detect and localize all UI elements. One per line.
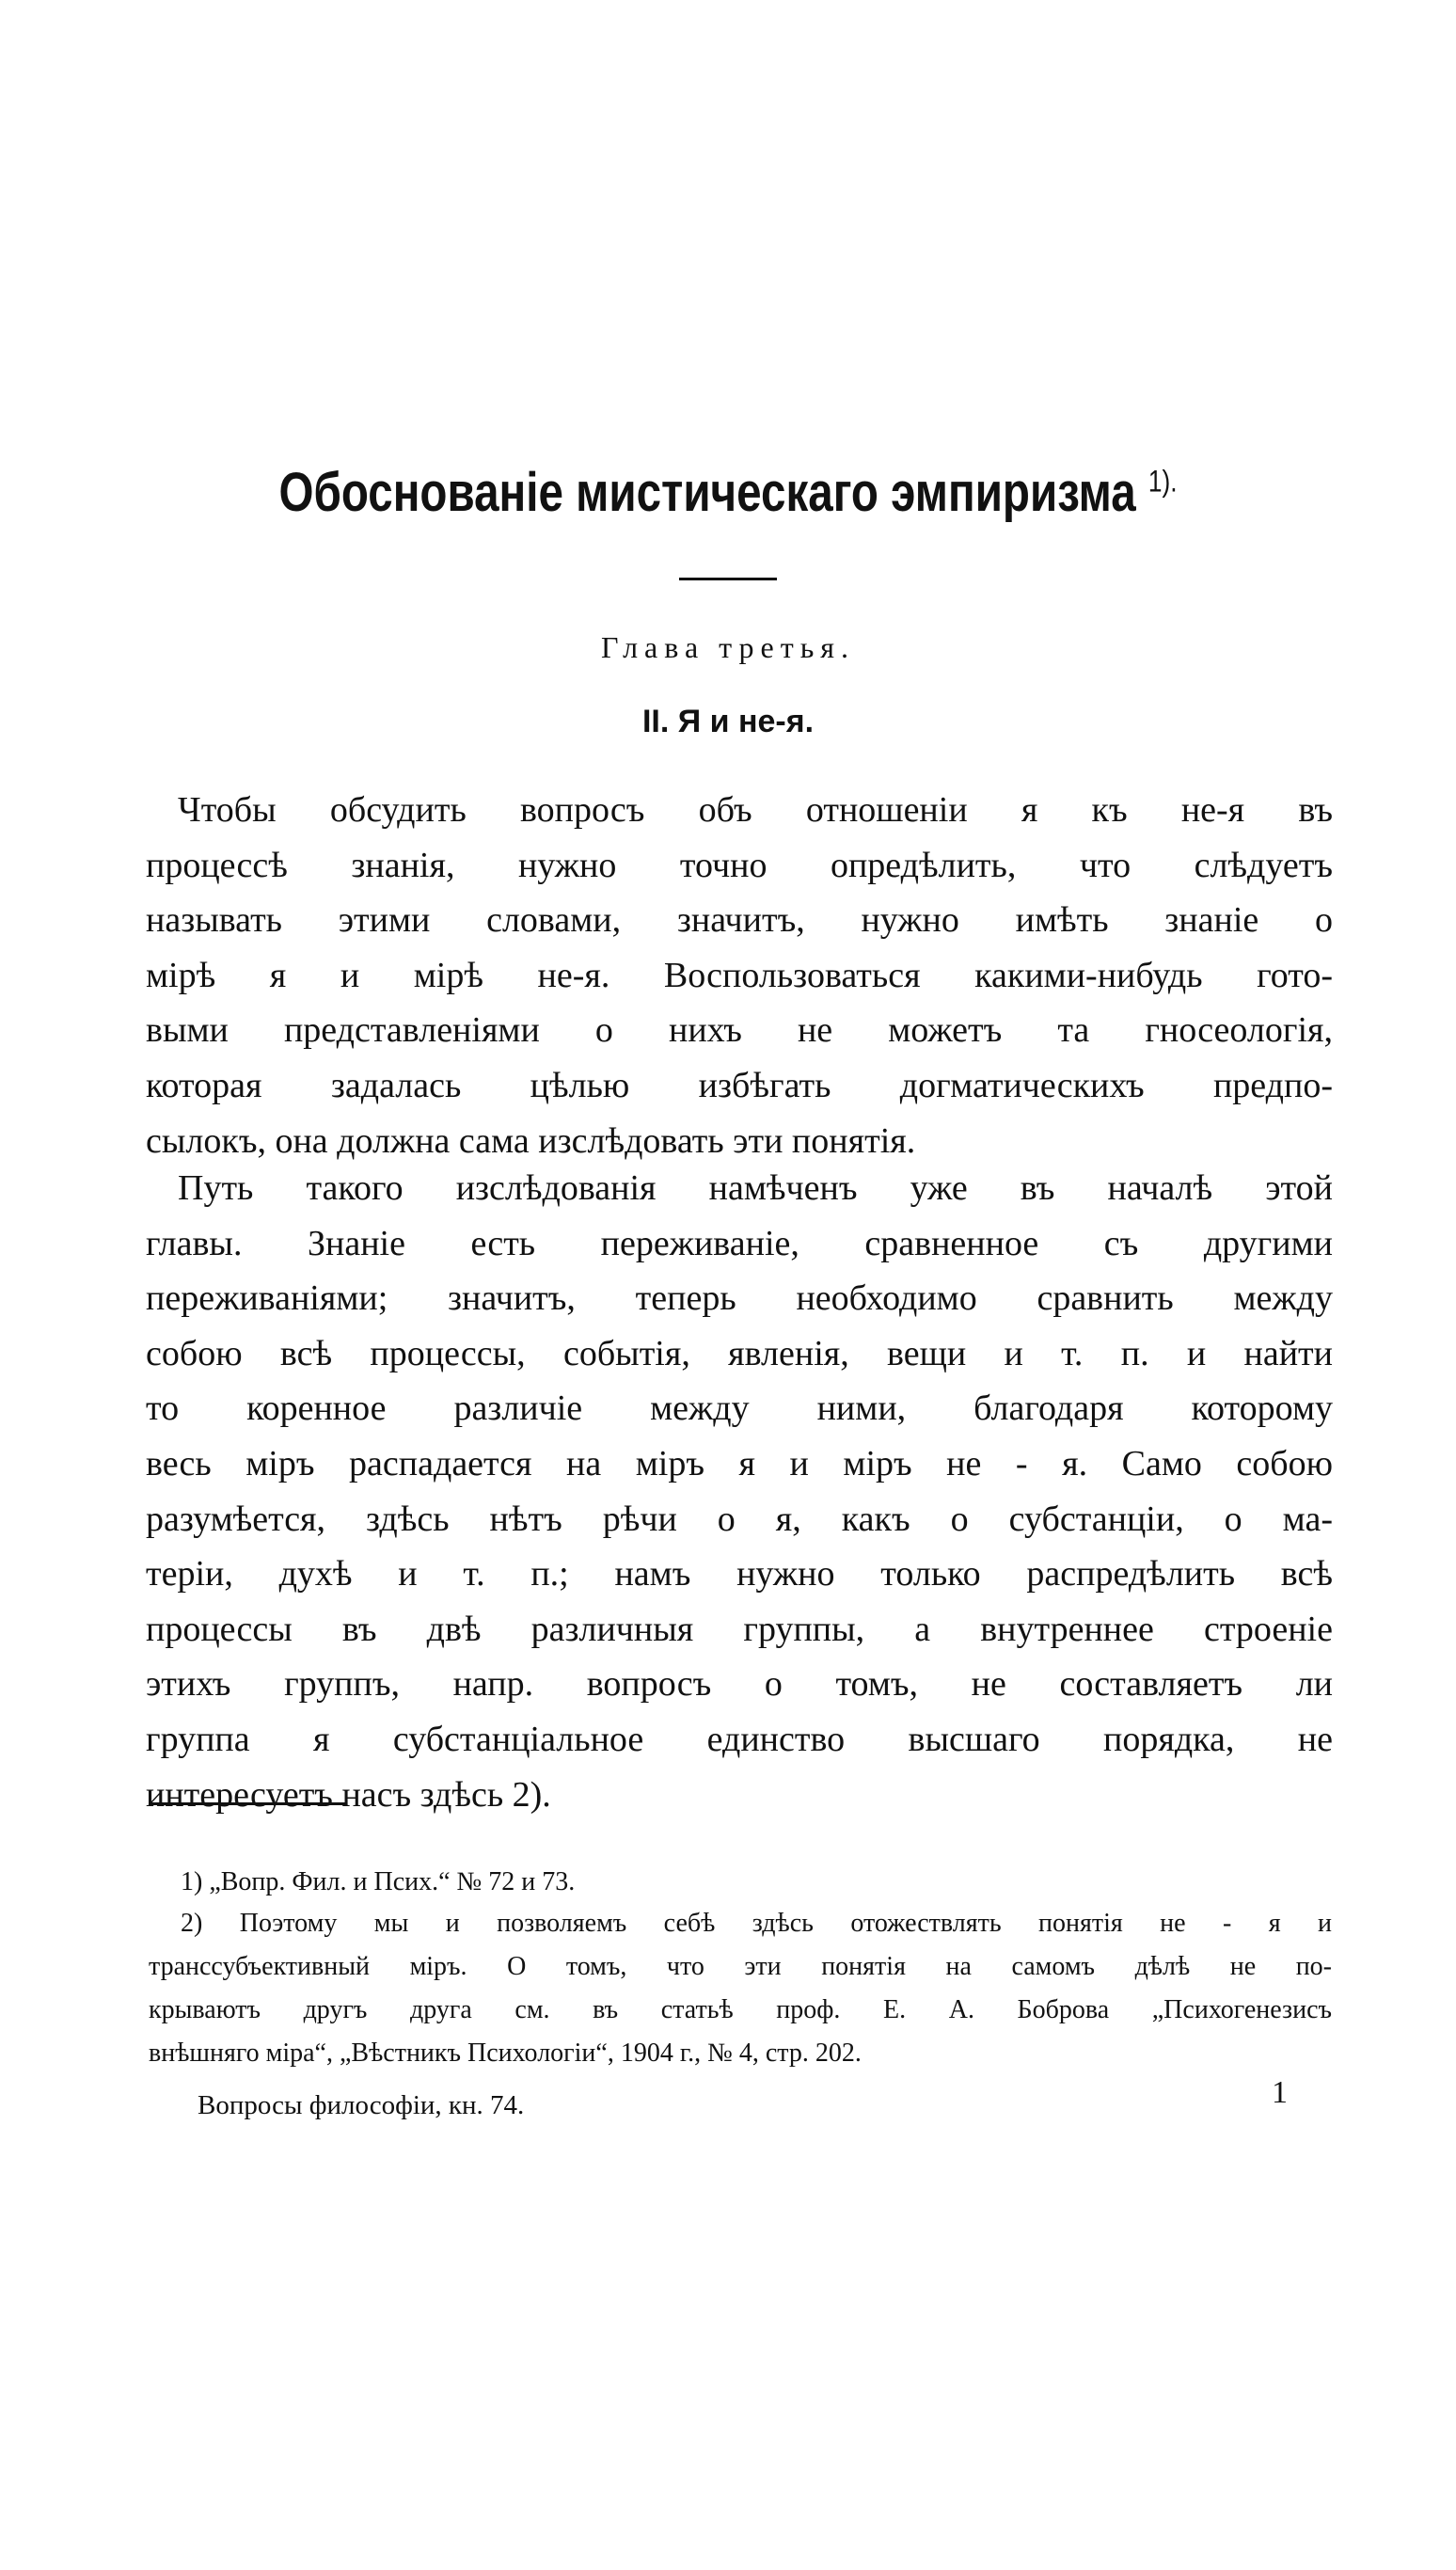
page-number: 1 — [1272, 2075, 1288, 2110]
paragraph-2 — [146, 1161, 1333, 1822]
text-line: процессы въ двѣ различныя группы, а внутреннее строеніе — [146, 1609, 1333, 1649]
text-line: процессѣ знанія, нужно точно опредѣлить, что слѣдуетъ — [146, 845, 1333, 885]
text-line: которая задалась цѣлью избѣгать догматическихъ предпо- — [146, 1065, 1333, 1105]
text-line: то коренное различіе между ними, благодаря которому — [146, 1388, 1333, 1429]
footnote-1 — [149, 1861, 1332, 1904]
text-line: мірѣ я и мірѣ не-я. Воспользоваться какими-нибудь гото- — [146, 955, 1333, 995]
text-line: интересуетъ насъ здѣсь 2). — [146, 1774, 551, 1815]
footnote-divider — [149, 1802, 346, 1805]
footnote-2 — [149, 1902, 1332, 2075]
text-line: крываютъ другъ друга см. въ статьѣ проф. Е. А. Боброва „Психогенезисъ — [149, 1995, 1332, 2024]
text-line: главы. Знаніе есть переживаніе, сравненное съ другими — [146, 1223, 1333, 1263]
title-text: Обоснованіе мистическаго эмпиризма — [278, 462, 1136, 523]
text-line: 2) Поэтому мы и позволяемъ себѣ здѣсь отожествлять понятія не - я и — [181, 1909, 1332, 1938]
text-line: этихъ группъ, напр. вопросъ о томъ, не составляетъ ли — [146, 1664, 1333, 1705]
section-heading: II. Я и не-я. — [641, 704, 815, 739]
text-line: теріи, духѣ и т. п.; намъ нужно только распредѣлить всѣ — [146, 1554, 1333, 1594]
text-line: внѣшняго міра“, „Вѣстникъ Психологіи“, 1904 г., № 4, стр. 202. — [149, 2039, 862, 2068]
text-line: транссубъективный міръ. О томъ, что эти понятія на самомъ дѣлѣ не по- — [149, 1952, 1332, 1981]
chapter-heading: Глава третья. — [600, 630, 856, 664]
text-line: сылокъ, она должна сама изслѣдовать эти понятія. — [146, 1120, 916, 1161]
text-line: разумѣется, здѣсь нѣтъ рѣчи о я, какъ о субстанціи, о ма- — [146, 1499, 1333, 1539]
journal-footer: Вопросы философіи, кн. 74. — [198, 2090, 525, 2120]
text-line: весь міръ распадается на міръ я и міръ не - я. Само собою — [146, 1443, 1333, 1483]
article-title — [131, 461, 1324, 524]
text-line: переживаніями; значитъ, теперь необходимо сравнить между — [146, 1278, 1333, 1319]
text-line: выми представленіями о нихъ не можетъ та гносеологія, — [146, 1010, 1333, 1051]
text-line: собою всѣ процессы, событія, явленія, вещи и т. п. и найти — [146, 1333, 1333, 1373]
text-line: группа я субстанціальное единство высшаго порядка, не — [146, 1719, 1333, 1759]
text-line: Чтобы обсудить вопросъ объ отношеніи я къ не-я въ — [178, 790, 1333, 830]
title-divider — [679, 578, 777, 580]
text-line: 1) „Вопр. Фил. и Псих.“ № 72 и 73. — [181, 1867, 576, 1896]
text-line: Путь такого изслѣдованія намѣченъ уже въ началѣ этой — [178, 1168, 1333, 1208]
text-line: называть этими словами, значитъ, нужно имѣть знаніе о — [146, 900, 1333, 941]
paragraph-1 — [146, 783, 1333, 1168]
footnote-ref: 1). — [1147, 464, 1178, 499]
